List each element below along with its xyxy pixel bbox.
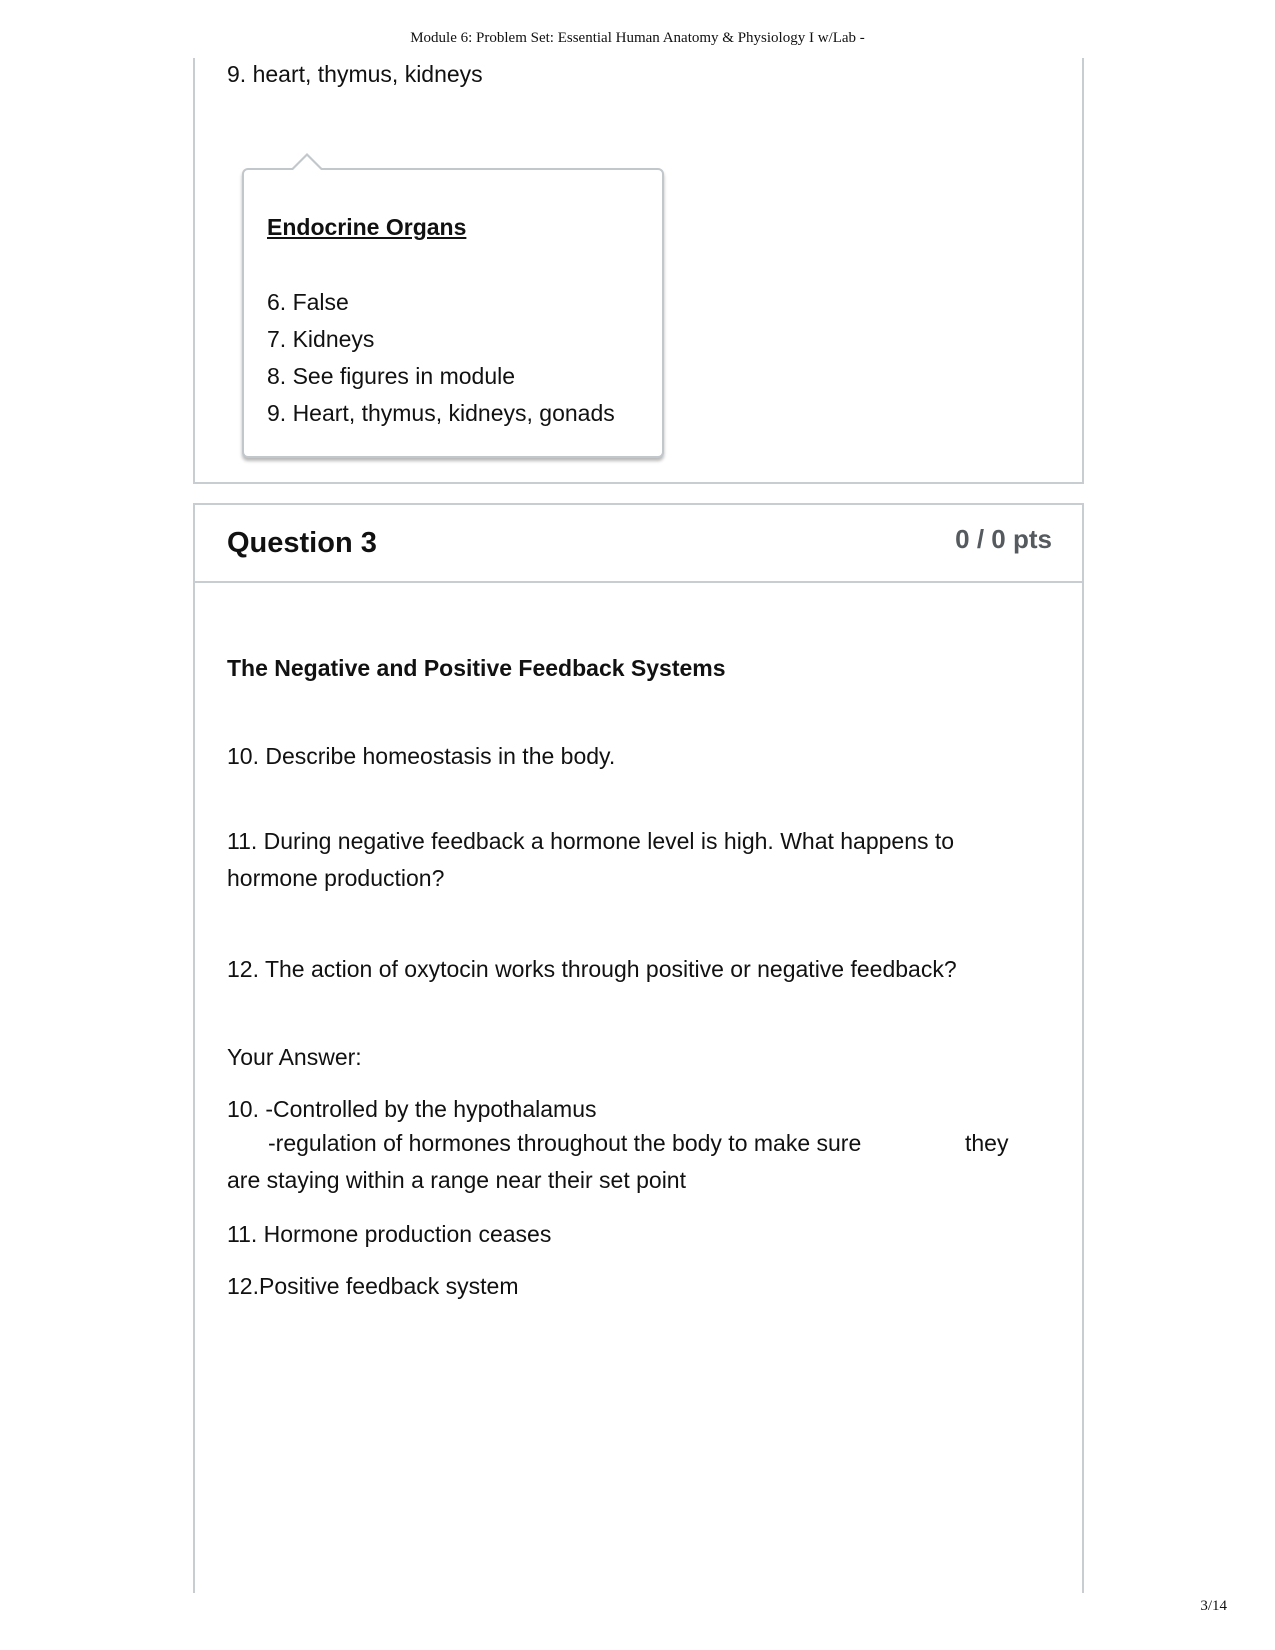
feedback-list [267,284,615,432]
answer-10-line-2-end: they [965,1130,1009,1156]
popover-arrow-inner [293,156,321,170]
answer-10-line-3: are staying within a range near their set point [227,1167,686,1193]
question-panel [193,503,1084,1593]
feedback-item: 7. Kidneys [267,326,375,352]
feedback-title: Endocrine Organs [267,214,467,240]
feedback-item: 9. Heart, thymus, kidneys, gonads [267,400,615,426]
question-heading: The Negative and Positive Feedback Systems [227,655,726,681]
question-header [195,505,1082,583]
answer-10-line-2-text: -regulation of hormones throughout the body to make sure [268,1130,862,1156]
answer-10-line-1: 10. -Controlled by the hypothalamus [227,1096,597,1122]
page-header: Module 6: Problem Set: Essential Human Anatomy & Physiology I w/Lab - [410,30,865,46]
feedback-popover [242,168,664,458]
page-number: 3/14 [1200,1598,1227,1614]
answer-10-line-2 [227,1125,1017,1162]
answer-11: 11. Hormone production ceases [227,1221,552,1247]
feedback-item: 8. See figures in module [267,363,516,389]
question-points: 0 / 0 pts [955,524,1052,554]
previous-answer-line: 9. heart, thymus, kidneys [227,61,483,87]
answer-12: 12.Positive feedback system [227,1273,519,1299]
feedback-item: 6. False [267,289,349,315]
question-prompt-11: 11. During negative feedback a hormone level is high. What happens to hormone production? [227,828,955,891]
previous-question-panel [193,58,1084,484]
question-prompt-10: 10. Describe homeostasis in the body. [227,743,616,769]
question-prompt-12: 12. The action of oxytocin works through positive or negative feedback? [227,956,957,982]
question-title: Question 3 [227,527,377,559]
your-answer-label: Your Answer: [227,1044,362,1070]
